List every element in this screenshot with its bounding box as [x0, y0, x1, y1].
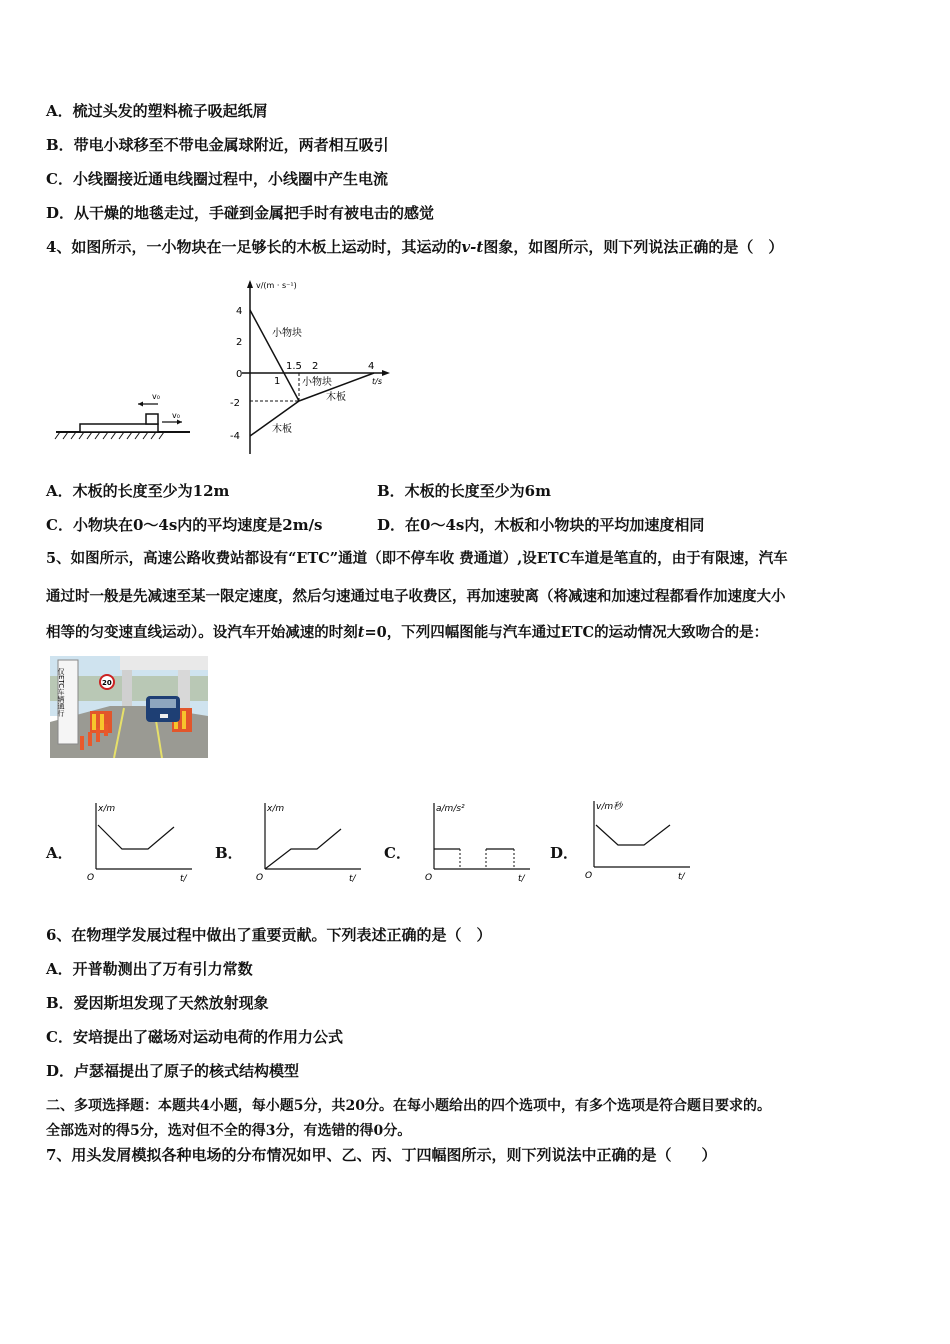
q7-stem: 7、用头发屑模拟各种电场的分布情况如甲、乙、丙、丁四幅图所示，则下列说法中正确的是（ ） [46, 1146, 717, 1164]
vt-tick-neg2: -2 [230, 398, 240, 409]
q5-line-3-pre: 相等的匀变速直线运动）。设汽车开始减速的时刻 [46, 624, 358, 641]
q6-option-b: B．爱因斯坦发现了天然放射现象 [46, 994, 269, 1012]
q5-option-a-label: A． [46, 844, 73, 862]
q6-option-d: D．卢瑟福提出了原子的核式结构模型 [46, 1062, 300, 1080]
q5-line-3-post: =0，下列四幅图能与汽车通过ETC的运动情况大致吻合的是： [364, 624, 769, 641]
q3-option-b: B．带电小球移至不带电金属球附近，两者相互吸引 [46, 136, 389, 154]
q5-graph-a [84, 797, 199, 887]
q4-option-c: C．小物块在0～4s内的平均速度是2m/s [46, 516, 323, 534]
graph-c-origin: O [425, 873, 433, 883]
q4-stem-post: 图象，如图所示，则下列说法正确的是（ ） [483, 238, 784, 256]
vt-tick-2s: 2 [312, 361, 319, 372]
q3-option-c: C．小线圈接近通电线圈过程中，小线圈中产生电流 [46, 170, 388, 188]
q5-graph-d [582, 795, 697, 885]
graph-d-origin: O [585, 871, 593, 881]
vt-label-board-low: 木板 [272, 424, 292, 435]
vt-x-axis-label: t/s [372, 377, 382, 386]
graph-a-y-label: x/m [98, 804, 116, 814]
graph-a-curve [98, 825, 174, 849]
v0-top-label: v₀ [152, 392, 160, 401]
q3-option-a: A．梳过头发的塑料梳子吸起纸屑 [46, 102, 268, 120]
vt-tick-1s: 1 [274, 376, 281, 387]
section2-line-2: 全部选对的得5分，选对但不全的得3分，有选错的得0分。 [46, 1123, 412, 1139]
v0-bottom-label: v₀ [172, 411, 180, 420]
graph-d-x-label: t/ [678, 872, 685, 882]
vt-graph [224, 278, 394, 456]
graph-b-origin: O [256, 873, 264, 883]
q4-stem-var: v-t [461, 238, 484, 256]
q6-option-a: A．开普勒测出了万有引力常数 [46, 960, 253, 978]
q5-option-c-label: C． [384, 844, 411, 862]
etc-sign-text: 仅ETC车辆通行 [57, 668, 65, 717]
q5-line-3 [46, 623, 768, 643]
vt-tick-2: 2 [236, 337, 243, 348]
q5-line-2: 通过时一般是先减速至某一限定速度，然后匀速通过电子收费区，再加速驶离（将减速和加速过程都看作加速度大小 [46, 588, 786, 605]
q6-option-c: C．安培提出了磁场对运动电荷的作用力公式 [46, 1028, 343, 1046]
vt-tick-0: 0 [236, 369, 243, 380]
graph-c-y-label: a/m/s² [436, 804, 465, 814]
graph-a-x-label: t/ [180, 874, 187, 884]
q6-stem: 6、在物理学发展过程中做出了重要贡献。下列表述正确的是（ ） [46, 926, 492, 944]
graph-b-x-label: t/ [349, 874, 356, 884]
q4-stem-pre: 4、如图所示，一小物块在一足够长的木板上运动时，其运动的 [46, 238, 462, 256]
vt-tick-neg4: -4 [230, 431, 240, 442]
section2-line-1: 二、多项选择题：本题共4小题，每小题5分，共20分。在每小题给出的四个选项中，有多个选项是符合题目要求的。 [46, 1098, 771, 1114]
q3-option-d: D．从干燥的地毯走过，手碰到金属把手时有被电击的感觉 [46, 204, 435, 222]
graph-b-y-label: x/m [267, 804, 285, 814]
block-board-sketch [54, 386, 194, 442]
speed-limit-sign: 20 [102, 679, 112, 687]
block-velocity-line [250, 310, 299, 401]
graph-a-origin: O [87, 873, 95, 883]
vt-tick-1-5: 1.5 [286, 361, 302, 372]
q5-line-3-var: t [357, 624, 365, 641]
q4-stem [46, 237, 783, 257]
q5-graph-c [422, 797, 537, 887]
vt-tick-4s: 4 [368, 361, 375, 372]
q4-option-b: B．木板的长度至少为6m [377, 482, 551, 500]
graph-b-curve [265, 829, 341, 869]
q5-option-d-label: D． [550, 844, 579, 862]
vt-label-block-top: 小物块 [272, 328, 302, 339]
vt-label-board-mid: 木板 [326, 392, 346, 403]
vt-y-axis-label: v/(m · s⁻¹) [256, 281, 297, 290]
q4-option-d: D．在0～4s内，木板和小物块的平均加速度相同 [377, 516, 705, 534]
graph-d-y-label: v/m秒 [596, 802, 623, 812]
graph-c-x-label: t/ [518, 874, 525, 884]
q4-option-a: A．木板的长度至少为12m [46, 482, 230, 500]
q5-line-1: 5、如图所示，高速公路收费站都设有“ETC”通道（即不停车收 费通道）,设ETC车道是笔直的，由于有限速，汽车 [46, 550, 788, 567]
graph-d-curve [596, 825, 670, 845]
etc-toll-photo [50, 656, 208, 758]
q5-option-b-label: B． [215, 844, 243, 862]
q5-graph-b [253, 797, 368, 887]
vt-tick-4: 4 [236, 306, 243, 317]
vt-label-block-mid: 小物块 [302, 377, 332, 388]
